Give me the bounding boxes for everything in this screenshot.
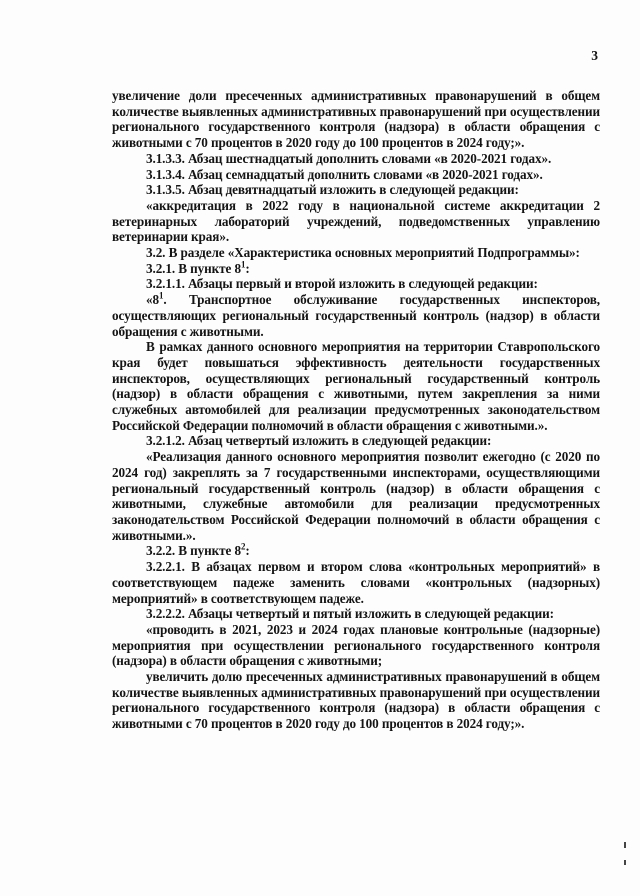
paragraph-14: 3.2.2.1. В абзацах первом и втором слова «контрольных мероприятий» в соответствующем падеже заменить словами «контрольных (надзорных) мероприятий» в соответствующем падеже. xyxy=(112,559,600,606)
paragraph-7: 3.2.1. В пункте $8^1$: xyxy=(146,259,250,276)
paragraph-8: 3.2.1.1. Абзацы первый и второй изложить в следующей редакции: xyxy=(146,276,538,292)
paragraph-16: «проводить в 2021, 2023 и 2024 годах плановые контрольные (надзорные) мероприятия при осуществлении регионального государственного контроля (надзора) в области обращения с животными; xyxy=(112,621,600,669)
paragraph-3: 3.1.3.4. Абзац семнадцатый дополнить словами «в 2020-2021 годах». xyxy=(146,166,543,182)
paragraph-6: 3.2. В разделе «Характеристика основных мероприятий Подпрограммы»: xyxy=(146,245,580,261)
paragraph-2: 3.1.3.3. Абзац шестнадцатый дополнить словами «в 2020-2021 годах». xyxy=(146,150,552,166)
paragraph-5: «аккредитация в 2022 году в национальной системе аккредитации 2 ветеринарных лабораторий учреждений, подведомственных управлению ветеринарии края». xyxy=(112,197,600,245)
paragraph-15: 3.2.2.2. Абзацы четвертый и пятый изложить в следующей редакции: xyxy=(146,606,554,622)
paragraph-17: увеличить долю пресеченных административных правонарушений в общем количестве выявленных административных правонарушений при осуществлении регионального государственного контроля (надзора) в области обращения с животными с 70 процентов в 2020 году до 100 процентов в 2024 году;». xyxy=(112,669,600,732)
page-number: 3 xyxy=(591,48,598,63)
scan-speck xyxy=(624,860,626,865)
paragraph-9: «$8^1$. Транспортное обслуживание государственных инспекторов, осуществляющих региональный государственный контроль (надзор) в области обращения с животными. xyxy=(112,290,600,339)
paragraph-4: 3.1.3.5. Абзац девятнадцатый изложить в следующей редакции: xyxy=(146,182,519,198)
paragraph-11: 3.2.1.2. Абзац четвертый изложить в следующей редакции: xyxy=(146,433,492,449)
paragraph-1: увеличение доли пресеченных административных правонарушений в общем количестве выявленных административных правонарушений при осуществлении регионального государственного контроля (надзора) в области обращения с животными с 70 процентов в 2020 году до 100 процентов в 2024 году;». xyxy=(112,88,600,151)
document-body xyxy=(112,88,600,732)
scan-speck xyxy=(624,842,626,848)
paragraph-12: «Реализация данного основного мероприятия позволит ежегодно (с 2020 по 2024 год) закреплять за 7 государственными инспекторами, осуществляющими региональный государственный контроль (надзор) в области обращения с животными, служебные автомобили для реализации предусмотренных законодательством Российской Федерации полномочий в области обращения с животными.». xyxy=(112,449,600,543)
paragraph-10: В рамках данного основного мероприятия на территории Ставропольского края будет повышаться эффективность деятельности государственных инспекторов, осуществляющих региональный государственный контроль (надзор) в области обращения с животными, путем закрепления за ними служебных автомобилей для реализации предусмотренных законодательством Российской Федерации полномочий в области обращения с животными.». xyxy=(112,339,600,433)
paragraph-13: 3.2.2. В пункте $8^2$: xyxy=(146,542,250,559)
